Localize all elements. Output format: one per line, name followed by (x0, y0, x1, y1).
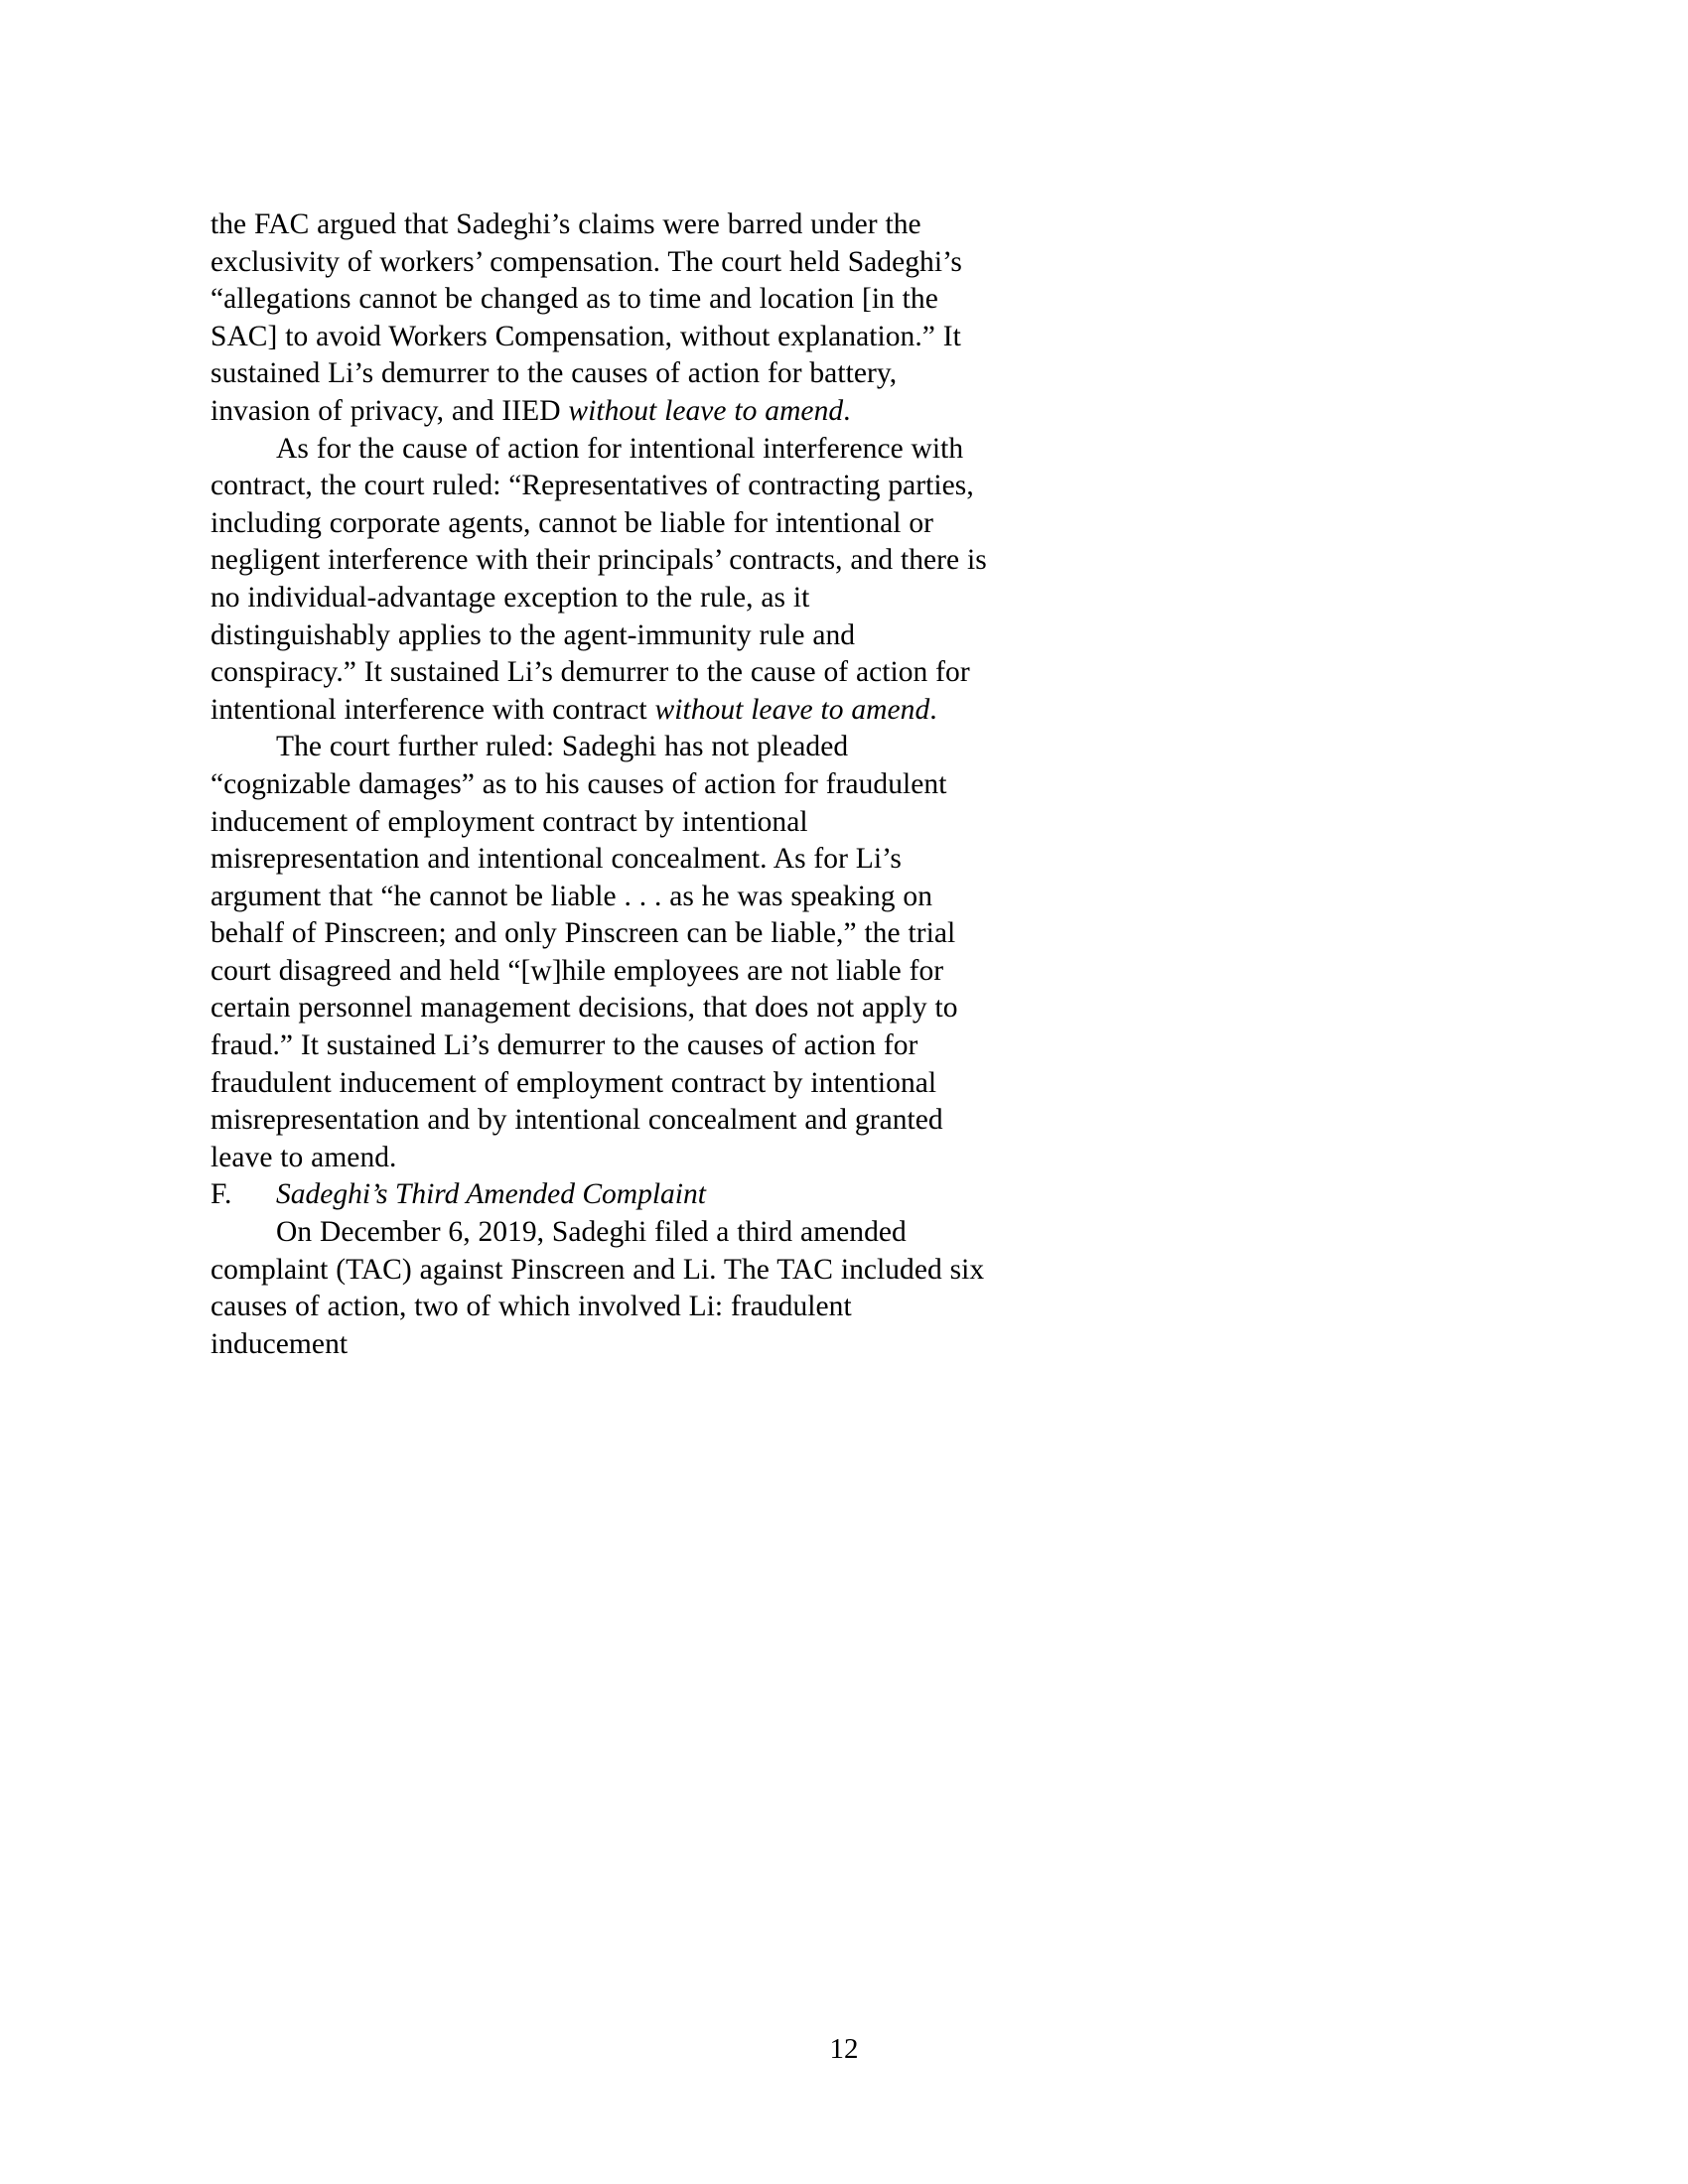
section-heading-f (211, 1176, 987, 1214)
paragraph-4-run-0: On December 6, 2019, Sadeghi filed a third amended complaint (TAC) against Pinscreen and Li. The TAC included six causes of action, two of which involved Li: fraudulent inducement (211, 1216, 985, 1360)
paragraph-1-italic-phrase: without leave to amend (568, 394, 844, 427)
paragraph-1 (211, 206, 987, 431)
paragraph-2 (211, 431, 987, 730)
paragraph-1-run-0: the FAC argued that Sadeghi’s claims were barred under the exclusivity of workers’ compensation. The court held Sadeghi’s “allegations cannot be changed as to time and location [in the SAC] to avoid Workers Compensation, without explanation.” It sustained Li’s demurrer to the causes of action for battery, invasion of privacy, and IIED (211, 208, 962, 427)
page-text-block (211, 206, 987, 1363)
paragraph-1-run-2: . (843, 394, 851, 427)
paragraph-2-run-0: As for the cause of action for intentional interference with contract, the court ruled: “Representatives of contracting parties, including corporate agents, cannot be liable for intentional or negligent interference with their principals’ contracts, and there is no individual-advantage exception to the rule, as it distinguishably applies to the agent-immunity rule and conspiracy.” It sustained Li’s demurrer to the cause of action for intentional interference with contract (211, 432, 987, 726)
paragraph-3 (211, 729, 987, 1176)
page-number: 12 (829, 2033, 859, 2065)
paragraph-2-italic-phrase: without leave to amend (654, 693, 930, 726)
section-heading-title: Sadeghi’s Third Amended Complaint (276, 1178, 706, 1211)
paragraph-4 (211, 1214, 987, 1363)
paragraph-3-run-0: The court further ruled: Sadeghi has not pleaded “cognizable damages” as to his causes of action for fraudulent inducement of employment contract by intentional misrepresentation and intentional concealment. As for Li’s argument that “he cannot be liable . . . as he was speaking on behalf of Pinscreen; and only Pinscreen can be liable,” the trial court disagreed and held “[w]hile employees are not liable for certain personnel management decisions, that does not apply to fraud.” It sustained Li’s demurrer to the causes of action for fraudulent inducement of employment contract by intentional misrepresentation and by intentional concealment and granted leave to amend. (211, 731, 958, 1173)
section-heading-letter: F. (211, 1178, 232, 1211)
paragraph-2-run-2: . (929, 693, 937, 726)
